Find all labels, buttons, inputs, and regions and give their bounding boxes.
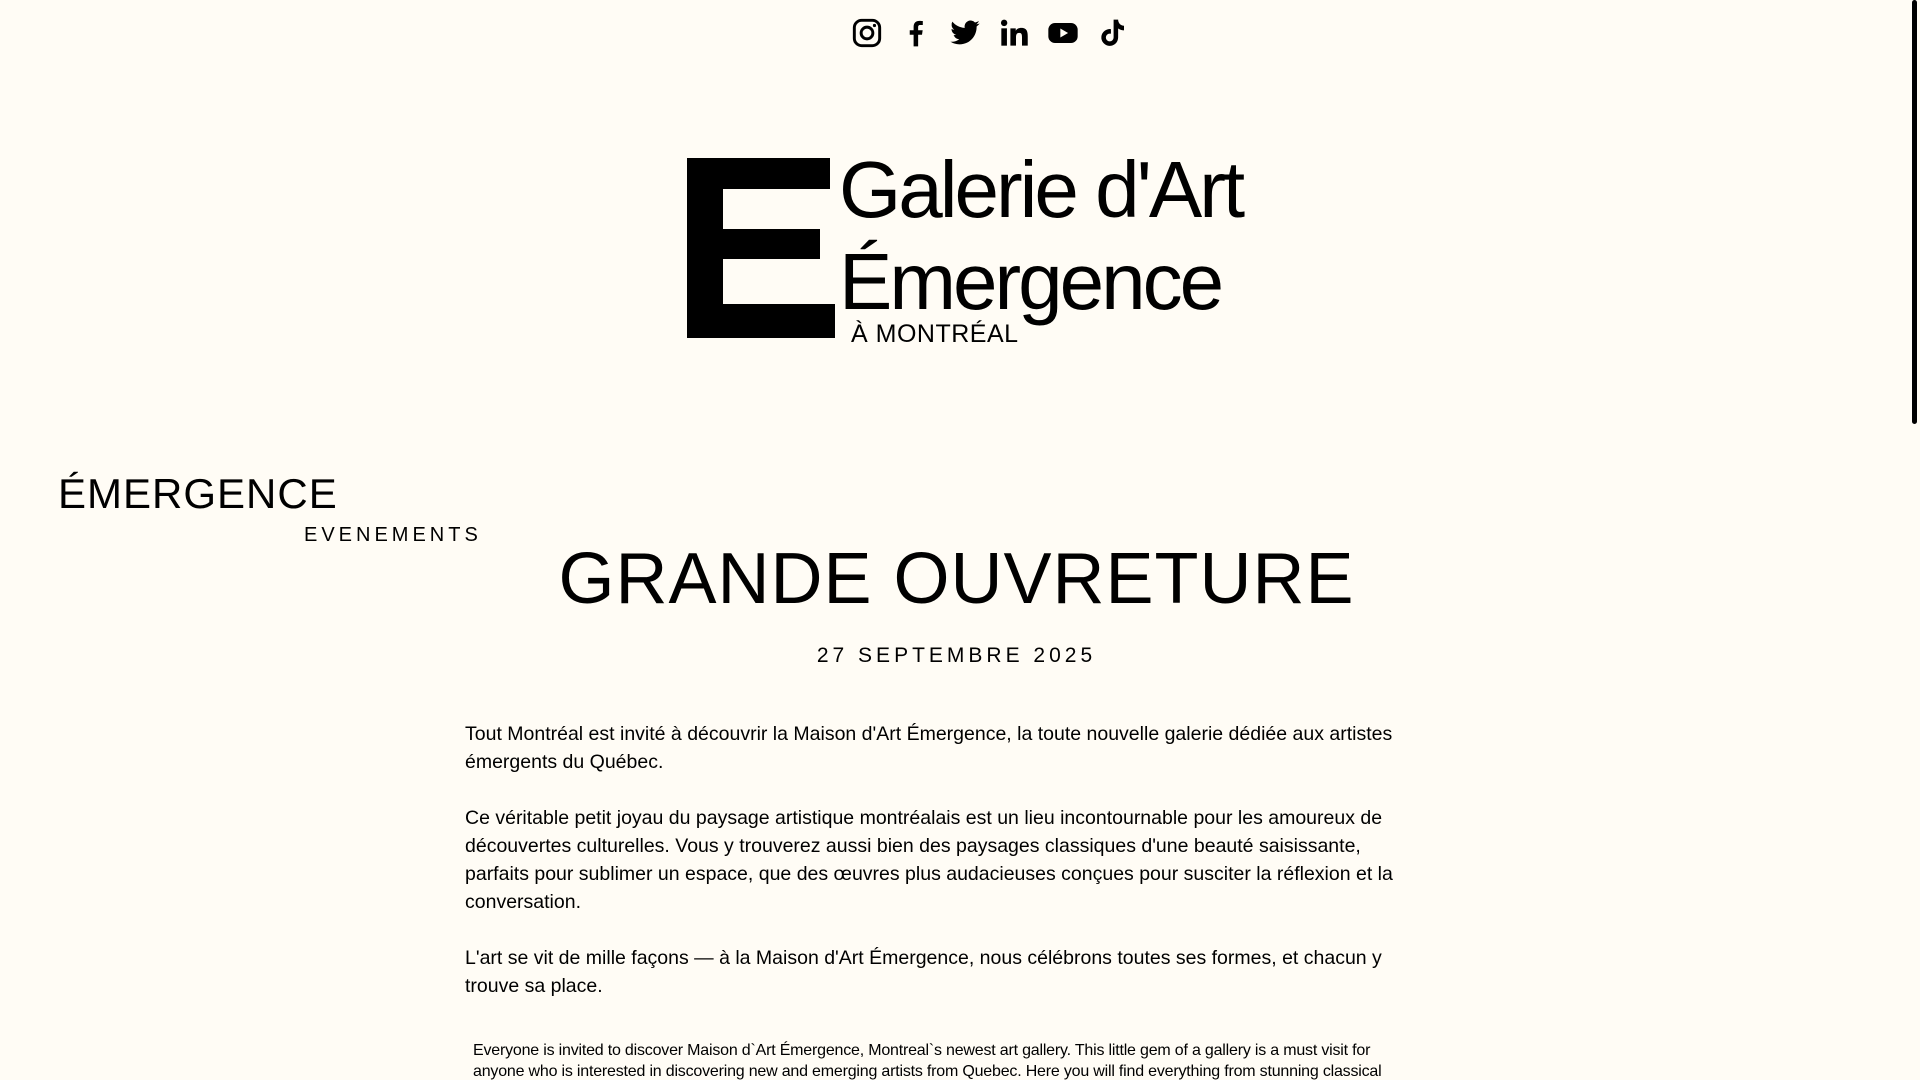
instagram-link[interactable] <box>850 14 883 52</box>
description-paragraph-1: Tout Montréal est invité à découvrir la Maison d'Art Émergence, la toute nouvelle galerie dédiée aux artistes émergents du Québec. <box>465 723 1393 773</box>
linkedin-icon <box>998 17 1030 49</box>
linkedin-link[interactable] <box>997 14 1030 52</box>
logo-title <box>839 144 1242 328</box>
logo-title-line1: Galerie d'Art <box>839 145 1243 234</box>
logo-mark <box>687 152 835 338</box>
logo-title-line2: Émergence <box>839 237 1222 326</box>
nav-link-evenements[interactable]: EVENEMENTS <box>304 524 482 546</box>
instagram-icon <box>851 17 883 49</box>
page-scrollbar[interactable] <box>1907 0 1920 1080</box>
youtube-link[interactable] <box>1046 14 1079 52</box>
sidebar-brand[interactable]: ÉMERGENCE <box>58 470 338 517</box>
youtube-icon <box>1047 17 1079 49</box>
scrollbar-thumb[interactable] <box>1912 0 1917 424</box>
twitter-icon <box>949 17 981 49</box>
logo-e-mark <box>687 152 835 338</box>
twitter-link[interactable] <box>948 14 981 52</box>
social-links <box>850 14 1128 52</box>
logo-subtitle: À MONTRÉAL <box>851 320 1019 348</box>
event-description <box>465 720 1425 1028</box>
event-title: GRANDE OUVRETURE <box>558 539 1355 619</box>
facebook-link[interactable] <box>899 14 932 52</box>
tiktok-link[interactable] <box>1095 14 1128 52</box>
event-date: 27 SEPTEMBRE 2025 <box>816 644 1097 667</box>
description-paragraph-2: Ce véritable petit joyau du paysage artistique montréalais est un lieu incontournable pour les amoureux de découvertes culturelles. Vous y trouverez aussi bien des paysages classiques d'une beauté saisissante, parfaits pour sublimer un espace, que des œuvres plus audacieuses conçues pour susciter la réflexion et la conversation. <box>465 807 1393 913</box>
english-description: Everyone is invited to discover Maison d`Art Émergence, Montreal`s newest art gallery. This little gem of a gallery is a must visit for anyone who is interested in discovering new and emerging artists from Quebec. Here you will find everything from stunning classical <box>473 1042 1382 1080</box>
tiktok-icon <box>1096 17 1128 49</box>
facebook-icon <box>900 17 932 49</box>
site-logo[interactable] <box>687 145 1267 362</box>
description-paragraph-3: L'art se vit de mille façons — à la Maison d'Art Émergence, nous célébrons toutes ses formes, et chacun y trouve sa place. <box>465 947 1382 997</box>
